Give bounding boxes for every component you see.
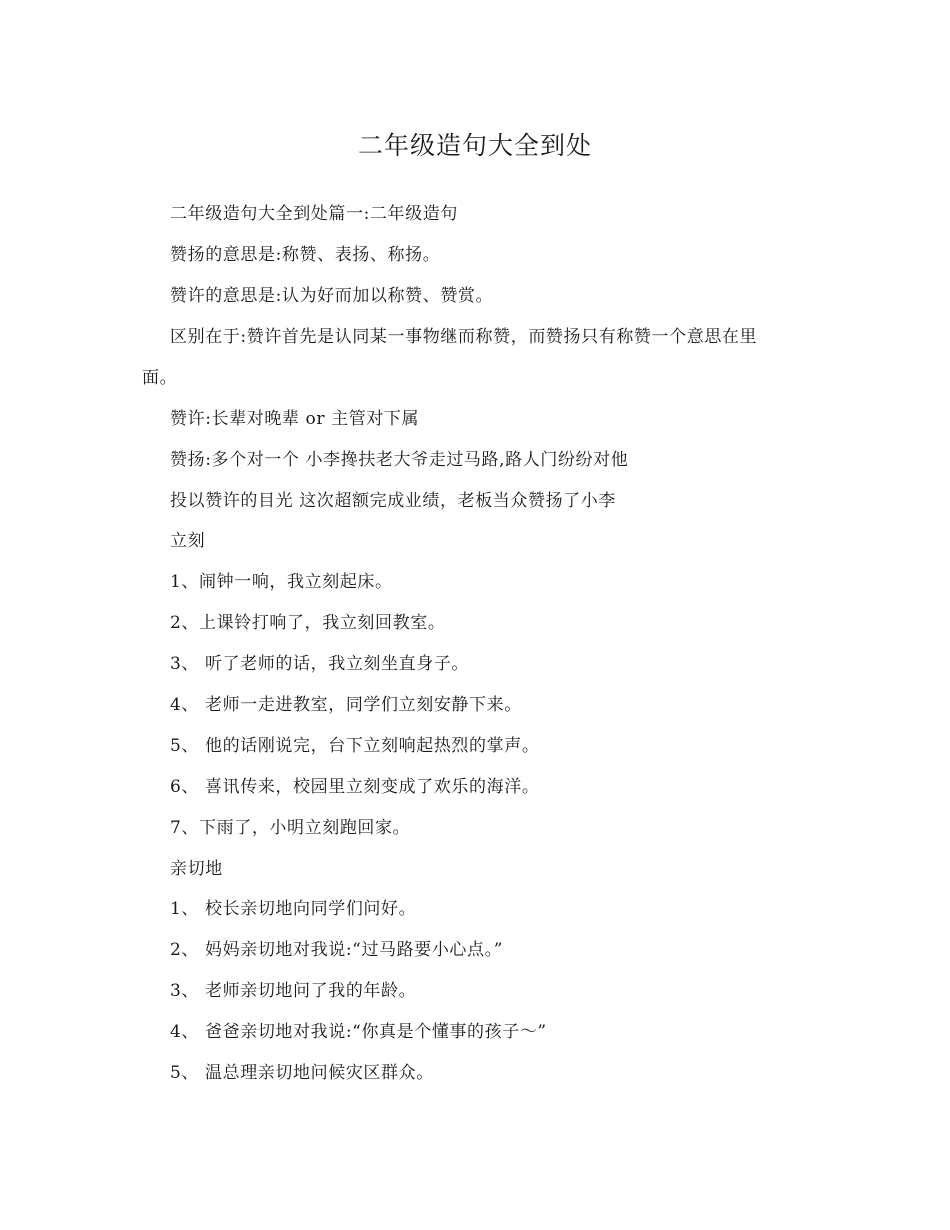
list-item: 6、 喜讯传来，校园里立刻变成了欢乐的海洋。 xyxy=(170,777,540,797)
text-line-intro: 二年级造句大全到处篇一:二年级造句 xyxy=(170,204,458,224)
list-item: 3、 听了老师的话，我立刻坐直身子。 xyxy=(170,654,470,674)
list-item: 5、 温总理亲切地问候灾区群众。 xyxy=(170,1063,434,1083)
text-line-zanyang-usage: 赞扬:多个对一个 小李搀扶老大爷走过马路,路人门纷纷对他 xyxy=(170,450,629,470)
list-item: 1、闹钟一响，我立刻起床。 xyxy=(170,572,393,592)
list-item: 3、 老师亲切地问了我的年龄。 xyxy=(170,981,417,1001)
list-item: 4、 爸爸亲切地对我说:“你真是个懂事的孩子～” xyxy=(170,1022,547,1042)
section-heading-qinqie: 亲切地 xyxy=(170,859,223,879)
list-item: 4、 老师一走进教室，同学们立刻安静下来。 xyxy=(170,695,522,715)
list-item: 7、下雨了，小明立刻跑回家。 xyxy=(170,818,411,838)
text-line-zanxu-meaning: 赞许的意思是:认为好而加以称赞、赞赏。 xyxy=(170,286,494,306)
list-item: 2、上课铃打响了，我立刻回教室。 xyxy=(170,613,446,633)
section-heading-like: 立刻 xyxy=(170,531,206,551)
text-line-zanxu-usage: 赞许:长辈对晚辈 or 主管对下属 xyxy=(170,409,420,429)
list-item: 2、 妈妈亲切地对我说:“过马路要小心点。” xyxy=(170,940,504,960)
text-line-difference-cont: 面。 xyxy=(142,368,178,388)
text-line-zanyang-meaning: 赞扬的意思是:称赞、表扬、称扬。 xyxy=(170,245,441,265)
document-title: 二年级造句大全到处 xyxy=(357,131,592,160)
text-line-zanyang-example: 投以赞许的目光 这次超额完成业绩，老板当众赞扬了小李 xyxy=(170,491,617,511)
text-line-difference: 区别在于:赞许首先是认同某一事物继而称赞，而赞扬只有称赞一个意思在里 xyxy=(170,327,758,347)
list-item: 1、 校长亲切地向同学们问好。 xyxy=(170,899,417,919)
list-item: 5、 他的话刚说完，台下立刻响起热烈的掌声。 xyxy=(170,736,540,756)
